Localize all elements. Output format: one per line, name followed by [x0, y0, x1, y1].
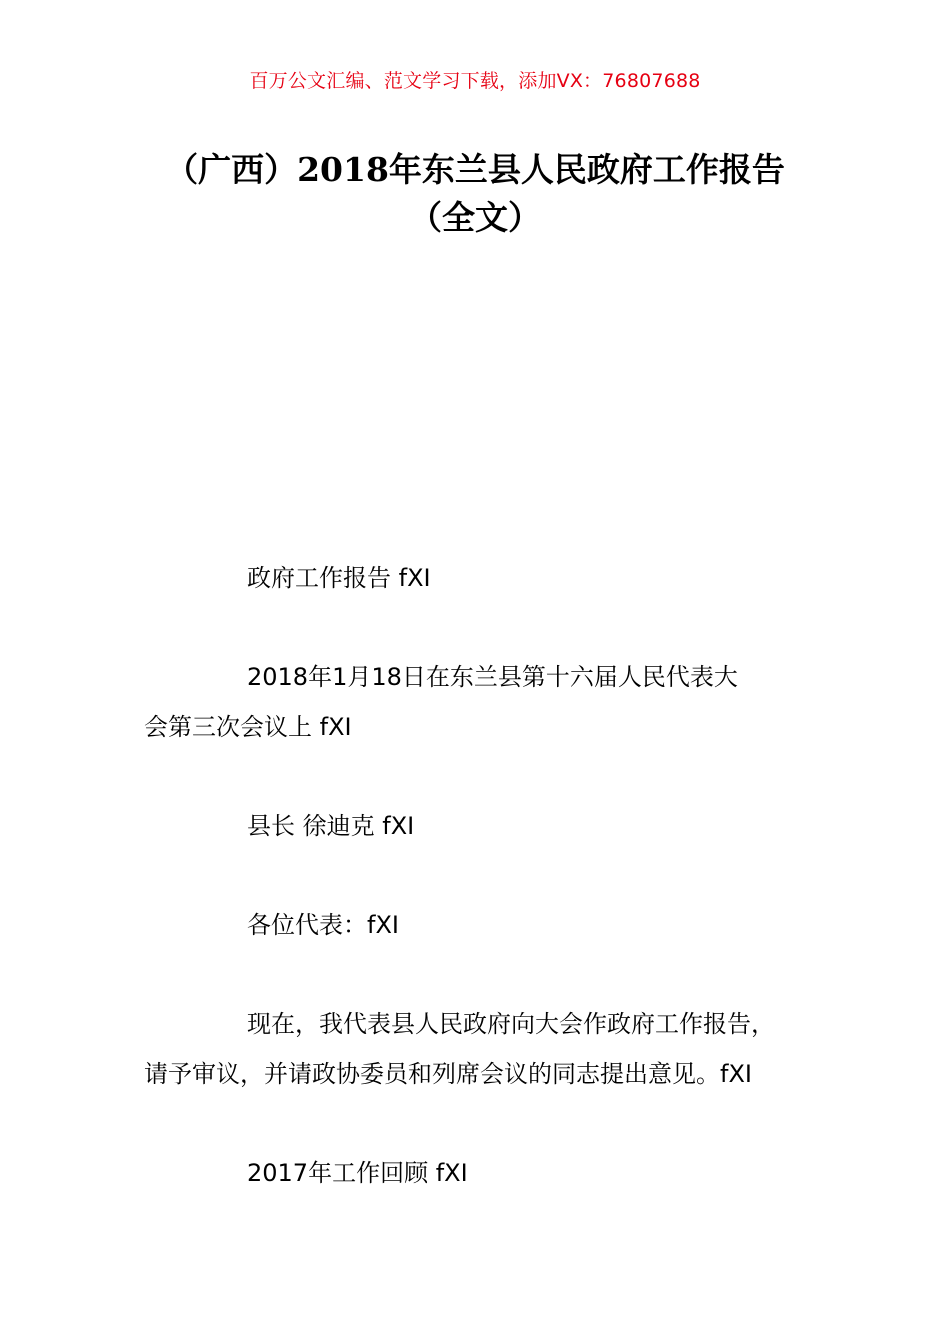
paragraph-speaker — [144, 801, 834, 851]
paragraph-line: 县长 徐迪克 fXI — [247, 812, 415, 840]
paragraph-meeting-date — [144, 652, 834, 752]
header-promo-note: 百万公文汇编、范文学习下载，添加VX：76807688 — [249, 70, 701, 92]
paragraph-line: 政府工作报告 fXI — [247, 564, 431, 592]
paragraph-line: 2017年工作回顾 fXI — [247, 1159, 468, 1187]
paragraph-opening — [144, 999, 834, 1099]
paragraph-report-label — [144, 553, 834, 603]
paragraph-line: 现在，我代表县人民政府向大会作政府工作报告， — [247, 1010, 775, 1038]
paragraph-line: 会第三次会议上 fXI — [144, 713, 352, 741]
paragraph-salutation — [144, 900, 834, 950]
document-title — [100, 146, 850, 242]
paragraph-line: 各位代表：fXI — [247, 911, 399, 939]
document-body — [144, 553, 834, 1247]
paragraph-line: 请予审议，并请政协委员和列席会议的同志提出意见。fXI — [144, 1060, 752, 1088]
title-line-1: （广西）2018年东兰县人民政府工作报告 — [165, 150, 785, 189]
paragraph-line: 2018年1月18日在东兰县第十六届人民代表大 — [247, 663, 738, 691]
paragraph-section-heading — [144, 1148, 834, 1198]
title-line-2: （全文） — [409, 198, 541, 237]
